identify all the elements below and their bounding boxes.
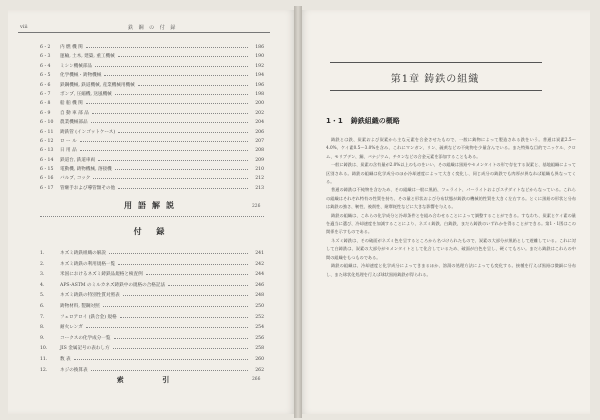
toc-entry-title: 管継手および導管類その他 [60, 185, 116, 191]
toc-entry [40, 324, 264, 335]
toc-entry-title: APS-ASTM のミルカネズ鋳鉄中の規格の合格記法 [60, 282, 166, 288]
toc-entry-title: ネズミ鋳鉄組織の解説 [60, 251, 106, 256]
toc-entry-title: 米国におけるネズミ鋳鉄品規格と検査例 [60, 272, 143, 278]
toc-entry-title: 鉄道台, 鉄道車両 [60, 157, 96, 163]
toc-entry [40, 185, 264, 194]
toc-entry-number: 7. [40, 314, 45, 320]
toc-entry-number: 6・11 [40, 129, 54, 135]
index-page: 266 [252, 377, 261, 382]
chapter-title: 第1章 鋳鉄の組織 [390, 74, 480, 85]
body-text [326, 136, 576, 279]
toc-entry [40, 129, 264, 138]
toc-entry-title: 鉄鋼機械, 鉄道機械, 産業機械用機械 [60, 82, 135, 88]
toc-entry-page: 194 [255, 73, 264, 79]
toc-leader-dots [98, 160, 248, 161]
toc-leader-dots [86, 103, 248, 104]
toc-leader-dots [104, 75, 248, 76]
toc-entry-page: 186 [255, 45, 264, 50]
toc-entry-page: 196 [255, 82, 264, 88]
body-paragraph: 鋳鉄の組織は、冷却速度と化学成分によってきまるほか、溶湯の処理方法によっても変化する。接種を行えば黒鉛は微細に分布し、また球状化処理を行えば球状黒鉛鋳鉄が得られる。 [326, 263, 576, 277]
toc-leader-dots [138, 85, 248, 86]
toc-entry-number: 9. [40, 335, 45, 341]
toc-entry-page: 212 [255, 176, 264, 182]
body-paragraph: 鋳鉄とは鉄、炭素および炭素から主な元素を合金させたもので、一般に鋳物によって製造される鉄をいう。普通は炭素2.5〜4.0%、ケイ素0.5〜3.0%を含み、これにマンガン、リン、硫黄などの不純物を少量含んでいる。また特殊な目的でニッケル、クロム、モリブデン、銅、バナジウム、チタンなどの合金元素を添加することもある。 [326, 137, 576, 159]
section-number: 1・1 [326, 117, 343, 125]
toc-entry [40, 314, 264, 325]
toc-entry [40, 303, 264, 314]
toc-entry [40, 138, 264, 147]
toc-list [40, 44, 264, 194]
toc-entry-number: 8. [40, 325, 45, 331]
toc-entry-number: 6・17 [40, 185, 54, 191]
toc-entry-number: 6・9 [40, 110, 51, 116]
toc-leader-dots [95, 66, 248, 67]
toc-entry-number: 6・10 [40, 120, 54, 126]
toc-entry-number: 6・3 [40, 54, 51, 60]
toc-entry [40, 175, 264, 184]
toc-entry-title: バルブ, コック [60, 176, 91, 182]
toc-leader-dots [93, 178, 248, 179]
toc-entry-number: 6・12 [40, 138, 54, 144]
toc-entry-page: 206 [255, 129, 264, 135]
toc-entry-page: 260 [255, 356, 264, 362]
page-number: viii [20, 24, 28, 30]
toc-entry-title: コークスの化学成分一覧 [60, 335, 111, 341]
toc-entry-number: 6・13 [40, 148, 54, 154]
toc-leader-dots [74, 359, 248, 360]
toc-leader-dots [92, 113, 248, 114]
toc-entry-page: 244 [255, 272, 264, 278]
toc-entry [40, 250, 264, 261]
appendix-list [40, 250, 264, 377]
toc-leader-dots [91, 370, 248, 371]
index-heading: 索 引 [116, 375, 188, 384]
toc-entry-page: 242 [255, 261, 264, 267]
toc-leader-dots [118, 188, 248, 189]
toc-entry [40, 292, 264, 303]
toc-entry-page: 190 [255, 54, 264, 60]
toc-entry-page: 213 [255, 185, 264, 191]
toc-entry-page: 208 [255, 148, 264, 154]
toc-entry-number: 6・16 [40, 176, 54, 182]
toc-entry-title: ロ ー ル [60, 138, 77, 144]
toc-leader-dots [123, 295, 248, 296]
toc-leader-dots [80, 141, 248, 142]
toc-entry-number: 6・2 [40, 45, 51, 50]
toc-entry-page: 209 [255, 157, 264, 163]
appendix-heading: 付 録 [133, 226, 171, 236]
toc-entry-title: 内 燃 機 関 [60, 45, 83, 50]
toc-entry [40, 147, 264, 156]
toc-leader-dots [120, 317, 248, 318]
toc-entry-number: 5. [40, 293, 45, 299]
toc-entry-title: 農業機械部品 [60, 120, 88, 126]
toc-entry [40, 72, 264, 81]
toc-entry-number: 2. [40, 261, 45, 267]
toc-leader-dots [114, 338, 249, 339]
body-paragraph: 鋳鉄の組織は、これらの化学成分と冷却条件とを組み合わせることによって調整することができる。すなわち、炭素とケイ素の量を適当に選び、冷却速度を加減することにより、ネズミ鋳鉄、白鋳鉄、まだら鋳鉄のいずれかを得ることができる。第1・1図はこの関係を示すものである。 [326, 212, 576, 235]
toc-entry-title: 電動機, 鋳物機械, 溶接機 [60, 167, 112, 173]
toc-entry [40, 157, 264, 166]
body-paragraph: 一般に鋳鉄は、炭素の含有量が2.0%以上のものをいい、その組織は黒鉛やセメンタイトの形で存在する炭素と、基地組織によって区別される。鋳鉄の組織は化学成分のほか冷却速度によって大きく変化し、同じ成分の鋳鉄でも肉厚が異なれば組織も異なってくる。 [326, 162, 576, 185]
toc-entry-title: 化学機械・鋳物機械 [60, 73, 102, 79]
toc-entry [40, 110, 264, 119]
toc-leader-dots [115, 169, 248, 170]
toc-entry [40, 335, 264, 346]
toc-entry-page: 200 [255, 101, 264, 107]
toc-entry-title: 数 表 [60, 356, 71, 362]
toc-entry-number: 6・14 [40, 157, 54, 163]
toc-entry-number: 6・15 [40, 167, 54, 173]
toc-entry-title: 日 用 品 [60, 148, 77, 154]
glossary-rule [40, 216, 264, 217]
toc-entry-page: 207 [255, 138, 264, 144]
toc-entry-title: ネズミ鋳鉄の特別性質対照表 [60, 293, 120, 299]
toc-entry-title: フェロアロイ (鉄合金) 規格 [60, 314, 117, 320]
toc-leader-dots [118, 56, 248, 57]
toc-entry-title: ネズミ鋳鉄の利用規格一覧 [60, 261, 116, 267]
toc-entry-title: ポンプ, 圧縮機, 送風機械 [60, 91, 112, 97]
toc-leader-dots [113, 348, 248, 349]
toc-entry-number: 1. [40, 251, 45, 256]
toc-entry-page: 248 [255, 293, 264, 299]
chapter-rule-top [330, 62, 542, 63]
toc-entry-page: 241 [255, 251, 264, 256]
toc-entry-number: 6. [40, 303, 45, 309]
toc-entry-page: 198 [255, 91, 264, 97]
toc-leader-dots [80, 150, 248, 151]
toc-entry-number: 4. [40, 282, 45, 288]
toc-entry-number: 6・8 [40, 101, 51, 107]
toc-entry-title: 鋳鉄管 (インゴットケース) [60, 129, 116, 135]
toc-entry [40, 100, 264, 109]
toc-entry-title: 船 舶 機 関 [60, 101, 83, 107]
toc-entry-number: 12. [40, 367, 48, 373]
toc-entry-page: 204 [255, 120, 264, 126]
toc-entry [40, 271, 264, 282]
book-spine [294, 6, 302, 418]
glossary-heading: 用語解説 [124, 200, 180, 210]
toc-entry-page: 202 [255, 110, 264, 116]
toc-entry-page: 262 [255, 367, 264, 373]
toc-leader-dots [109, 253, 248, 254]
glossary-page: 226 [252, 204, 261, 209]
toc-entry-title: ミシン機械部品 [60, 63, 93, 69]
toc-leader-dots [118, 132, 248, 133]
toc-entry [40, 44, 264, 53]
running-head: 鉄 鋼 の 付 録 [128, 25, 178, 31]
toc-entry [40, 82, 264, 91]
body-paragraph: ネズミ鋳鉄は、その破面がネズミ色を呈するところから名づけられたもので、炭素の大部分が黒鉛として遊離している。これに対して白鋳鉄は、炭素の大部分がセメンタイトとして化合しているため、破面が白色を呈し、硬くてもろい。まだら鋳鉄はこれらの中間の組織をもつものである。 [326, 237, 576, 260]
toc-entry [40, 63, 264, 72]
toc-entry-page: 254 [255, 325, 264, 331]
toc-entry-number: 11. [40, 356, 48, 362]
toc-entry [40, 356, 264, 367]
toc-entry-title: 自 動 車 部 品 [60, 110, 89, 116]
section-title [326, 116, 400, 126]
toc-entry [40, 345, 264, 356]
toc-entry-page: 258 [255, 346, 264, 352]
toc-entry [40, 166, 264, 175]
toc-entry-number: 6・6 [40, 82, 51, 88]
toc-entry [40, 261, 264, 272]
toc-entry-title: 鋳物材料, 製鋼対照 [60, 303, 100, 309]
toc-leader-dots [115, 94, 248, 95]
toc-leader-dots [91, 122, 248, 123]
toc-entry-title: 耐火レンガ [60, 325, 83, 331]
toc-entry-page: 252 [255, 314, 264, 320]
chapter-rule-bottom [330, 90, 542, 91]
section-title-text: 鋳鉄組織の概略 [350, 117, 400, 125]
toc-entry [40, 91, 264, 100]
toc-entry-page: 256 [255, 335, 264, 341]
body-paragraph: 普通の鋳鉄は不純物を含むため、その組織は一般に黒鉛、フェライト、パーライトおよびステダイトなどからなっている。これらの組織はそれぞれ特有の性質を持ち、その量と形状および分布状態が鋳鉄の機械的性質を大きく左右する。とくに黒鉛の形状と分布は鋳鉄の強さ、靭性、被削性、耐摩耗性などに大きな影響を与える。 [326, 187, 576, 210]
toc-entry-page: 246 [255, 282, 264, 288]
toc-leader-dots [168, 285, 248, 286]
toc-entry-number: 6・5 [40, 73, 51, 79]
toc-entry [40, 282, 264, 293]
toc-entry-number: 3. [40, 272, 45, 278]
header-rule [18, 32, 270, 33]
toc-entry [40, 53, 264, 62]
toc-entry-page: 250 [255, 303, 264, 309]
toc-entry [40, 119, 264, 128]
toc-entry-number: 6・4 [40, 63, 51, 69]
toc-leader-dots [118, 264, 248, 265]
toc-entry-title: 運輸, 土木, 建築, 重工機械 [60, 54, 115, 60]
toc-leader-dots [146, 274, 248, 275]
toc-entry-number: 10. [40, 346, 48, 352]
toc-leader-dots [103, 306, 248, 307]
toc-entry-title: JIS 金属記号の表わし方 [60, 346, 110, 352]
toc-entry-page: 192 [255, 63, 264, 69]
toc-entry-number: 6・7 [40, 91, 51, 97]
toc-leader-dots [86, 327, 248, 328]
toc-leader-dots [86, 47, 248, 48]
toc-entry-title: ネジの換算表 [60, 367, 88, 373]
toc-entry-page: 210 [255, 167, 264, 173]
